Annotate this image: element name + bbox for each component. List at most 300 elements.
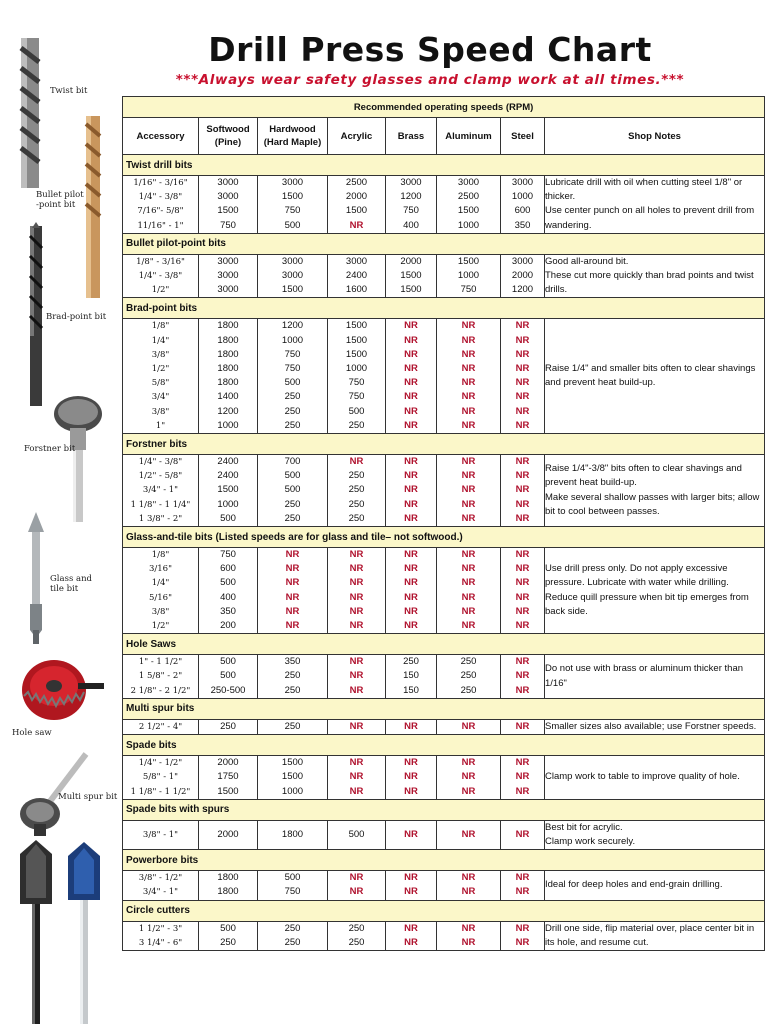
accessory-size: 1/4" - 3/8": [138, 192, 183, 203]
speed-value: NR: [404, 334, 418, 346]
speed-value: 250: [460, 670, 477, 682]
accessory-sizes-cell: [123, 548, 199, 634]
speed-value: NR: [404, 512, 418, 524]
accessory-sizes-cell: [123, 254, 199, 298]
speed-values-cell: [328, 176, 386, 234]
speed-value: 250-500: [210, 684, 246, 696]
tool-label-bullet-pilot-bit: Bullet pilot -point bit: [36, 190, 84, 210]
shop-notes-cell: Clamp work to table to improve quality of hole.: [545, 756, 765, 800]
column-header-brass: Brass: [386, 118, 437, 155]
accessory-size: 1/16" - 3/16": [133, 178, 188, 188]
speed-value: NR: [404, 377, 418, 389]
speed-value: 2400: [217, 470, 239, 482]
speed-values-cell: [437, 319, 501, 434]
speed-value: 250: [284, 922, 301, 934]
speed-values-cell: [258, 548, 328, 634]
speed-value: 250: [403, 656, 419, 668]
speed-values-cell: [199, 455, 258, 527]
speed-values-cell: [199, 176, 258, 234]
accessory-sizes-cell: [123, 820, 199, 849]
speed-value: 250: [348, 936, 365, 948]
speed-value: NR: [349, 771, 364, 783]
speed-value: 150: [403, 684, 419, 696]
speed-value: 400: [220, 591, 236, 603]
speed-value: NR: [461, 872, 476, 884]
speed-value: NR: [461, 377, 476, 389]
speed-values-cell: [501, 820, 545, 849]
table-row: [123, 176, 765, 234]
speed-values-cell: [386, 455, 437, 527]
speed-value: 1500: [400, 284, 422, 296]
speed-value: 250: [460, 656, 477, 668]
speed-values-cell: [437, 719, 501, 734]
bullet-pilot-bit-image: [80, 116, 106, 298]
speed-value: NR: [461, 334, 476, 346]
table-row: [123, 655, 765, 699]
speed-value: NR: [404, 577, 418, 589]
speed-value: NR: [404, 828, 418, 840]
spade-bit-with-spurs-image: [64, 842, 104, 1024]
speed-value: 1800: [217, 348, 239, 360]
speed-value: 350: [284, 656, 301, 668]
speed-value: 2000: [345, 191, 368, 203]
speed-value: NR: [404, 391, 418, 403]
speed-value: NR: [515, 512, 530, 524]
speed-value: NR: [461, 363, 476, 375]
speed-value: 250: [348, 419, 365, 431]
accessory-size: 3/8" - 1/2": [138, 873, 183, 884]
table-header-recommended-speeds: Recommended operating speeds (RPM): [123, 97, 765, 118]
speed-value: NR: [349, 456, 364, 468]
speed-value: 1800: [217, 320, 239, 332]
shop-notes-cell: Lubricate drill with oil when cutting steel 1/8" or thicker. Use center punch on all holes to prevent drill from wandering.: [545, 176, 765, 234]
speed-value: 3000: [217, 270, 239, 282]
speed-values-cell: [258, 254, 328, 298]
speed-value: 250: [348, 922, 365, 934]
speed-value: NR: [515, 456, 530, 468]
speed-values-cell: [258, 455, 328, 527]
speed-value: 1500: [217, 785, 239, 797]
accessory-size: 3/16": [149, 564, 172, 575]
accessory-size: 1/8" - 3/16": [136, 256, 185, 267]
speed-value: NR: [404, 320, 418, 332]
speed-value: 1800: [217, 872, 239, 884]
speed-values-cell: [386, 719, 437, 734]
speed-values-cell: [501, 655, 545, 699]
speed-value: 1000: [217, 498, 239, 510]
speed-values-cell: [328, 921, 386, 950]
speed-value: NR: [349, 577, 364, 589]
speed-value: NR: [404, 456, 418, 468]
speed-value: NR: [404, 591, 418, 603]
table-row: [123, 719, 765, 734]
speed-values-cell: [386, 176, 437, 234]
speed-value: 500: [284, 377, 301, 389]
speed-value: 750: [284, 363, 301, 375]
speed-value: 2400: [345, 270, 368, 282]
accessory-size: 3/4" - 1": [142, 887, 179, 898]
accessory-size: 2 1/8" - 2 1/2": [130, 685, 191, 696]
speed-values-cell: [199, 548, 258, 634]
accessory-size: 1 5/8" - 2": [138, 671, 183, 682]
speed-value: NR: [349, 785, 364, 797]
speed-value: 1800: [217, 363, 239, 375]
speed-value: 750: [348, 391, 365, 403]
speed-value: NR: [285, 563, 300, 575]
speed-value: NR: [404, 922, 418, 934]
speed-value: NR: [515, 757, 530, 769]
speed-value: NR: [515, 828, 530, 840]
speed-value: 1200: [511, 284, 534, 296]
speed-value: NR: [461, 605, 476, 617]
accessory-size: 1/2": [151, 285, 170, 296]
speed-value: 500: [220, 670, 236, 682]
speed-value: NR: [461, 348, 476, 360]
speed-values-cell: [199, 655, 258, 699]
table-row: [123, 455, 765, 527]
speed-value: 1500: [281, 771, 304, 783]
speed-value: 1500: [281, 284, 304, 296]
table-row: [123, 319, 765, 434]
tool-label-hole-saw: Hole saw: [12, 728, 52, 738]
speed-value: NR: [404, 563, 418, 575]
speed-value: 250: [460, 684, 477, 696]
speed-value: 250: [220, 720, 236, 732]
speed-value: 3000: [511, 177, 534, 188]
speed-value: NR: [461, 456, 476, 468]
speed-values-cell: [328, 719, 386, 734]
section-header: Multi spur bits: [123, 698, 765, 719]
speed-value: NR: [515, 405, 530, 417]
speed-value: NR: [515, 563, 530, 575]
speed-value: 150: [403, 670, 419, 682]
speed-value: 1000: [217, 419, 239, 431]
accessory-size: 1/4" - 3/8": [138, 457, 183, 468]
speed-value: NR: [515, 620, 530, 632]
speed-value: NR: [404, 757, 418, 769]
section-header: Forstner bits: [123, 434, 765, 455]
accessory-size: 1/4" - 1/2": [138, 758, 183, 769]
speed-value: NR: [404, 771, 418, 783]
accessory-size: 1 1/8" - 1 1/4": [130, 499, 191, 510]
speed-value: NR: [515, 577, 530, 589]
speed-value: NR: [515, 549, 530, 561]
speed-value: 750: [284, 886, 301, 898]
speed-value: 1000: [281, 785, 304, 797]
speed-values-cell: [258, 655, 328, 699]
speed-value: NR: [404, 785, 418, 797]
speed-value: NR: [515, 720, 530, 732]
speed-value: NR: [349, 219, 364, 231]
speed-value: 3000: [217, 177, 239, 188]
speed-value: 1500: [345, 348, 368, 360]
speed-value: 500: [220, 512, 236, 524]
speed-value: NR: [285, 605, 300, 617]
speed-value: NR: [404, 620, 418, 632]
accessory-sizes-cell: [123, 719, 199, 734]
speed-value: NR: [349, 720, 364, 732]
speed-value: NR: [404, 470, 418, 482]
speed-value: NR: [349, 656, 364, 668]
speed-value: 1200: [400, 191, 422, 203]
speed-value: NR: [285, 549, 300, 561]
tool-label-twist-bit: Twist bit: [50, 86, 88, 96]
accessory-sizes-cell: [123, 921, 199, 950]
table-row: [123, 756, 765, 800]
speed-values-cell: [501, 254, 545, 298]
speed-value: 200: [220, 620, 236, 632]
accessory-size: 11/16" - 1": [137, 220, 184, 231]
speed-value: NR: [349, 563, 364, 575]
speed-values-cell: [437, 756, 501, 800]
speed-values-cell: [386, 548, 437, 634]
accessory-sizes-cell: [123, 871, 199, 900]
speed-value: 1200: [281, 320, 304, 332]
accessory-sizes-cell: [123, 319, 199, 434]
speed-value: 500: [284, 470, 301, 482]
speed-value: NR: [404, 419, 418, 431]
accessory-size: 3/4": [151, 392, 170, 403]
speed-value: 500: [220, 922, 236, 934]
speed-value: 3000: [511, 255, 534, 267]
speed-value: 350: [220, 605, 236, 617]
speed-values-cell: [258, 319, 328, 434]
accessory-size: 1/8": [151, 321, 170, 332]
speed-values-cell: [258, 820, 328, 849]
speed-value: 2000: [400, 255, 422, 267]
speed-value: NR: [515, 470, 530, 482]
speed-value: NR: [515, 320, 530, 332]
speed-value: NR: [515, 484, 530, 496]
speed-value: 1600: [345, 284, 368, 296]
forstner-bit-image: [52, 392, 104, 524]
speed-value: 500: [220, 656, 236, 668]
accessory-size: 1/4": [151, 335, 170, 346]
speed-values-cell: [258, 871, 328, 900]
speed-value: 250: [284, 405, 301, 417]
speed-values-cell: [199, 820, 258, 849]
speed-value: NR: [461, 591, 476, 603]
accessory-size: 1/2" - 5/8": [138, 471, 183, 482]
speed-value: NR: [461, 886, 476, 898]
speed-value: 3000: [281, 177, 304, 188]
speed-value: NR: [404, 936, 418, 948]
speed-values-cell: [386, 756, 437, 800]
speed-value: 750: [403, 205, 419, 217]
accessory-size: 5/8": [151, 378, 170, 389]
speed-value: NR: [349, 872, 364, 884]
speed-value: NR: [461, 922, 476, 934]
speed-value: 250: [284, 720, 301, 732]
speed-value: 250: [220, 936, 236, 948]
column-header-shop-notes: Shop Notes: [545, 118, 765, 155]
shop-notes-cell: Drill one side, flip material over, place center bit in its hole, and resume cut.: [545, 921, 765, 950]
speed-value: 250: [348, 498, 365, 510]
speed-value: 2000: [511, 270, 534, 282]
speed-value: NR: [349, 670, 364, 682]
speed-values-cell: [501, 921, 545, 950]
section-header: Glass-and-tile bits (Listed speeds are for glass and tile– not softwood.): [123, 527, 765, 548]
speed-values-cell: [501, 719, 545, 734]
tool-label-multi-spur-bit: Multi spur bit: [58, 792, 118, 802]
accessory-size: 1/4" - 3/8": [138, 271, 183, 282]
speed-value: NR: [349, 757, 364, 769]
speed-value: 500: [220, 577, 236, 589]
speed-value: 1000: [457, 219, 480, 231]
twist-bit-image: [12, 38, 48, 188]
speed-value: 250: [284, 512, 301, 524]
speed-value: 2400: [217, 456, 239, 468]
speed-values-cell: [199, 871, 258, 900]
section-header: Spade bits with spurs: [123, 799, 765, 820]
speed-value: NR: [349, 620, 364, 632]
speed-value: 250: [284, 684, 301, 696]
hole-saw-image: [20, 656, 106, 724]
speed-value: 750: [220, 219, 236, 231]
speed-values-cell: [328, 319, 386, 434]
section-header: Brad-point bits: [123, 298, 765, 319]
column-header-softwood: Softwood (Pine): [199, 118, 258, 155]
speed-value: NR: [461, 563, 476, 575]
accessory-size: 3/8": [151, 606, 170, 617]
section-header: Twist drill bits: [123, 155, 765, 176]
speed-values-cell: [328, 655, 386, 699]
column-header-acrylic: Acrylic: [328, 118, 386, 155]
shop-notes-cell: Raise 1/4" and smaller bits often to clear shavings and prevent heat build-up.: [545, 319, 765, 434]
speed-value: NR: [404, 484, 418, 496]
speed-value: NR: [461, 771, 476, 783]
speed-values-cell: [328, 455, 386, 527]
speed-value: NR: [461, 828, 476, 840]
speed-value: NR: [461, 785, 476, 797]
speed-value: NR: [461, 419, 476, 431]
speed-values-cell: [386, 871, 437, 900]
accessory-size: 3/4" - 1": [142, 485, 179, 496]
speed-value: 1200: [217, 405, 239, 417]
speed-values-cell: [386, 820, 437, 849]
speed-value: NR: [285, 620, 300, 632]
speed-value: NR: [515, 391, 530, 403]
speed-value: NR: [349, 605, 364, 617]
speed-value: NR: [404, 498, 418, 510]
speed-value: 1500: [281, 757, 304, 769]
speed-value: NR: [461, 936, 476, 948]
speed-values-cell: [328, 548, 386, 634]
speed-values-cell: [386, 655, 437, 699]
speed-value: 400: [403, 219, 419, 231]
speed-values-cell: [328, 871, 386, 900]
speed-values-cell: [437, 871, 501, 900]
speed-value: 750: [220, 549, 236, 561]
speed-value: NR: [461, 549, 476, 561]
tool-label-glass-tile-bit: Glass and tile bit: [50, 574, 92, 594]
speed-value: NR: [515, 498, 530, 510]
speed-values-cell: [437, 455, 501, 527]
speed-values-cell: [386, 921, 437, 950]
section-header: Powerbore bits: [123, 850, 765, 871]
glass-tile-bit-image: [26, 512, 46, 644]
speed-values-cell: [501, 319, 545, 434]
speed-value: 750: [284, 348, 301, 360]
speed-value: NR: [515, 591, 530, 603]
speed-value: 1500: [217, 484, 239, 496]
speed-value: NR: [461, 512, 476, 524]
speed-value: NR: [349, 549, 364, 561]
accessory-size: 3/8": [151, 406, 170, 417]
speed-value: 1800: [281, 828, 304, 840]
speed-value: 250: [284, 670, 301, 682]
speed-value: NR: [515, 872, 530, 884]
speed-value: NR: [285, 591, 300, 603]
section-header: Circle cutters: [123, 900, 765, 921]
speed-values-cell: [328, 254, 386, 298]
accessory-size: 1" - 1 1/2": [138, 657, 183, 668]
speed-value: 250: [284, 391, 301, 403]
accessory-size: 1/4": [151, 578, 170, 589]
speed-value: NR: [349, 684, 364, 696]
brad-point-bit-image: [24, 222, 48, 406]
speed-value: NR: [285, 577, 300, 589]
speed-values-cell: [258, 719, 328, 734]
speed-value: NR: [461, 484, 476, 496]
speed-values-cell: [437, 176, 501, 234]
shop-notes-cell: Do not use with brass or aluminum thicker than 1/16": [545, 655, 765, 699]
speed-value: 2500: [457, 191, 480, 203]
speed-value: 600: [514, 205, 531, 217]
speed-value: 750: [460, 284, 477, 296]
speed-value: NR: [404, 348, 418, 360]
speed-values-cell: [199, 319, 258, 434]
speed-value: NR: [461, 620, 476, 632]
speed-value: 250: [284, 936, 301, 948]
accessory-size: 1 3/8" - 2": [138, 513, 183, 524]
speed-value: NR: [461, 498, 476, 510]
speed-value: NR: [515, 656, 530, 668]
shop-notes-cell: Smaller sizes also available; use Forstner speeds.: [545, 719, 765, 734]
spade-bit-image: [14, 840, 58, 1024]
speed-values-cell: [437, 820, 501, 849]
speed-value: 1000: [345, 363, 368, 375]
speed-value: 3000: [217, 255, 239, 267]
speed-value: 500: [348, 405, 365, 417]
speed-value: NR: [404, 549, 418, 561]
accessory-size: 3/8": [151, 349, 170, 360]
speed-values-cell: [501, 871, 545, 900]
speed-value: 1000: [281, 334, 304, 346]
speed-values-cell: [437, 254, 501, 298]
speed-value: 250: [348, 512, 365, 524]
accessory-sizes-cell: [123, 655, 199, 699]
shop-notes-cell: Best bit for acrylic. Clamp work securely.: [545, 820, 765, 849]
accessory-size: 5/16": [149, 592, 172, 603]
section-header: Hole Saws: [123, 634, 765, 655]
section-header: Spade bits: [123, 735, 765, 756]
table-row: [123, 921, 765, 950]
speed-chart-table: [122, 96, 765, 951]
accessory-size: 1/2": [151, 621, 170, 632]
speed-value: 500: [284, 484, 301, 496]
shop-notes-cell: Raise 1/4"-3/8" bits often to clear shavings and prevent heat build-up. Make several shallow passes with larger bits; allow bit to cool between passes.: [545, 455, 765, 527]
speed-value: 500: [348, 828, 365, 840]
speed-values-cell: [199, 254, 258, 298]
accessory-size: 1 1/8" - 1 1/2": [130, 786, 191, 797]
safety-warning: ***Always wear safety glasses and clamp work at all times.***: [175, 72, 685, 88]
accessory-size: 1 1/2" - 3": [138, 923, 183, 934]
speed-value: NR: [515, 936, 530, 948]
speed-value: NR: [404, 886, 418, 898]
speed-value: 3000: [281, 270, 304, 282]
speed-value: NR: [461, 405, 476, 417]
